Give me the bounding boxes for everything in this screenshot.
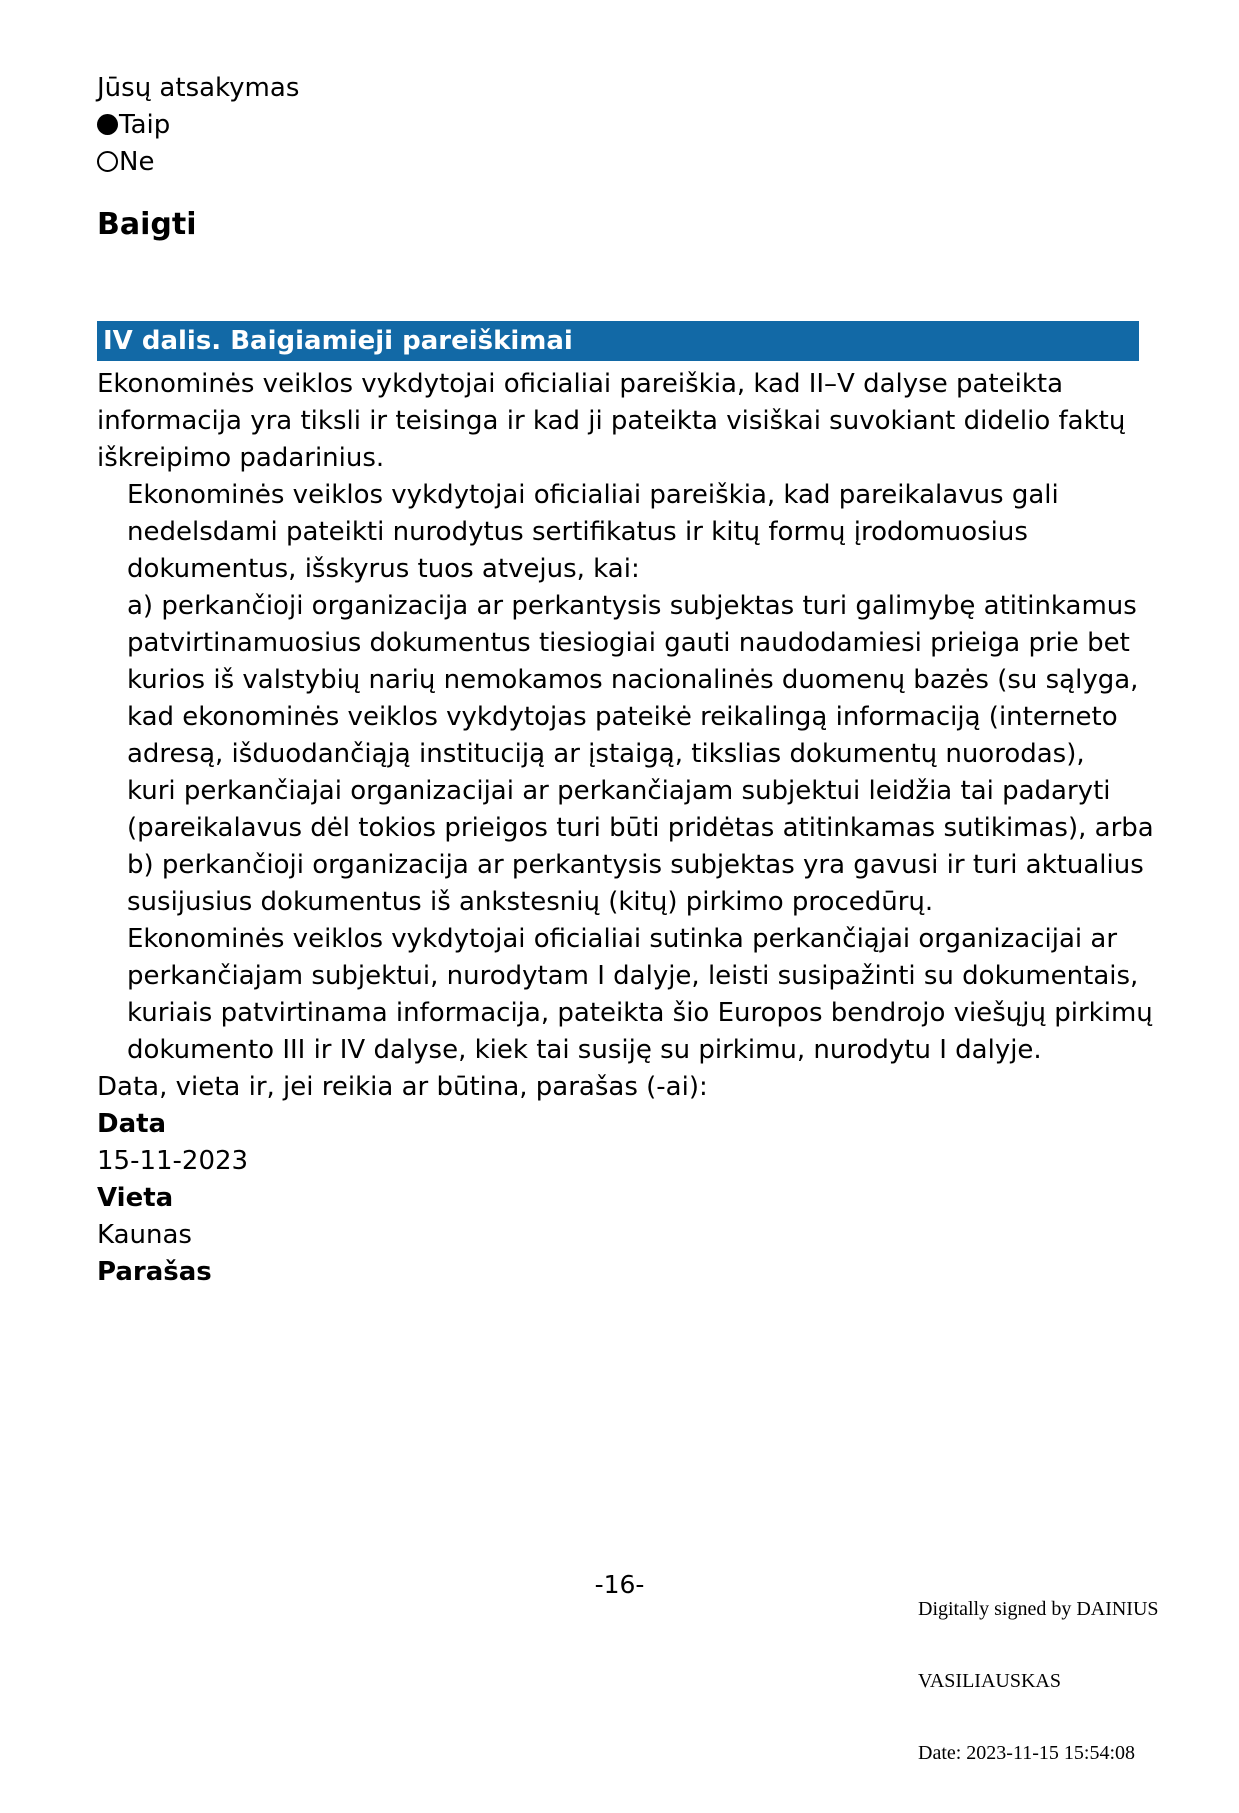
field-data-label: Data <box>97 1109 167 1139</box>
paragraph-line: Ekonominės veiklos vykdytojai oficialiai sutinka perkančiąjai organizacijai ar <box>127 924 1118 954</box>
radio-selected-icon <box>97 114 118 135</box>
paragraph-line: dokumento III ir IV dalyse, kiek tai susiję su pirkimu, nurodytu I dalyje. <box>127 1035 1042 1065</box>
radio-option-taip-label: Taip <box>119 110 171 140</box>
section-body <box>97 366 1154 1106</box>
paragraph-line: adresą, išduodančiąją instituciją ar įstaigą, tikslias dokumentų nuorodas), <box>127 739 1085 769</box>
paragraph-line: dokumentus, išskyrus tuos atvejus, kai: <box>127 554 640 584</box>
radio-option-ne[interactable] <box>97 144 299 181</box>
paragraph-line: nedelsdami pateikti nurodytus sertifikatus ir kitų formų įrodomuosius <box>127 517 1028 547</box>
paragraph-line: b) perkančioji organizacija ar perkantysis subjektas yra gavusi ir turi aktualius <box>127 850 1144 880</box>
paragraph-line: kuri perkančiajai organizacijai ar perkančiajam subjektui leidžia tai padaryti <box>127 776 1111 806</box>
paragraph-line: Ekonominės veiklos vykdytojai oficialiai pareiškia, kad pareikalavus gali <box>127 480 1059 510</box>
field-parasas-label: Parašas <box>97 1257 212 1287</box>
paragraph-line: a) perkančioji organizacija ar perkantysis subjektas turi galimybę atitinkamus <box>127 591 1137 621</box>
response-block <box>97 70 299 242</box>
paragraph-line: susijusius dokumentus iš ankstesnių (kitų) pirkimo procedūrų. <box>127 887 934 917</box>
field-data-value: 15-11-2023 <box>97 1146 249 1176</box>
section-header-title: IV dalis. Baigiamieji pareiškimai <box>103 326 573 356</box>
paragraph-line: Ekonominės veiklos vykdytojai oficialiai pareiškia, kad II–V dalyse pateikta <box>97 369 1063 399</box>
field-vieta-value: Kaunas <box>97 1220 192 1250</box>
finish-heading: Baigti <box>97 207 197 242</box>
paragraph-line: (pareikalavus dėl tokios prieigos turi būti pridėtas atitinkamas sutikimas), arba <box>127 813 1154 843</box>
digital-signature-line: Date: 2023-11-15 15:54:08 <box>918 1742 1136 1764</box>
field-vieta-label: Vieta <box>97 1183 174 1213</box>
section-header-bar <box>97 321 1139 361</box>
section-content <box>97 366 1154 1291</box>
digital-signature-line: Digitally signed by DAINIUS <box>918 1598 1159 1620</box>
paragraph-line: kad ekonominės veiklos vykdytojas pateikė reikalingą informaciją (interneto <box>127 702 1118 732</box>
radio-option-taip[interactable] <box>97 107 299 144</box>
paragraph-line: kuriais patvirtinama informacija, pateikta šio Europos bendrojo viešųjų pirkimų <box>127 998 1153 1028</box>
paragraph-line: informacija yra tiksli ir teisinga ir kad ji pateikta visiškai suvokiant didelio faktų <box>97 406 1126 436</box>
digital-signature-line: VASILIAUSKAS <box>918 1670 1061 1692</box>
paragraph-line: patvirtinamuosius dokumentus tiesiogiai gauti naudodamiesi prieiga prie bet <box>127 628 1130 658</box>
page-number: -16- <box>594 1570 645 1599</box>
paragraph-line: kurios iš valstybių narių nemokamos nacionalinės duomenų bazės (su sąlyga, <box>127 665 1139 695</box>
radio-option-ne-label: Ne <box>119 147 155 177</box>
digital-signature <box>918 1549 1159 1813</box>
signature-fields <box>97 1106 1154 1291</box>
paragraph-line: iškreipimo padarinius. <box>97 443 385 473</box>
radio-unselected-icon <box>97 151 118 172</box>
paragraph-line: perkančiajam subjektui, nurodytam I dalyje, leisti susipažinti su dokumentais, <box>127 961 1139 991</box>
paragraph-line: Data, vieta ir, jei reikia ar būtina, parašas (-ai): <box>97 1072 708 1102</box>
response-label: Jūsų atsakymas <box>97 73 300 103</box>
